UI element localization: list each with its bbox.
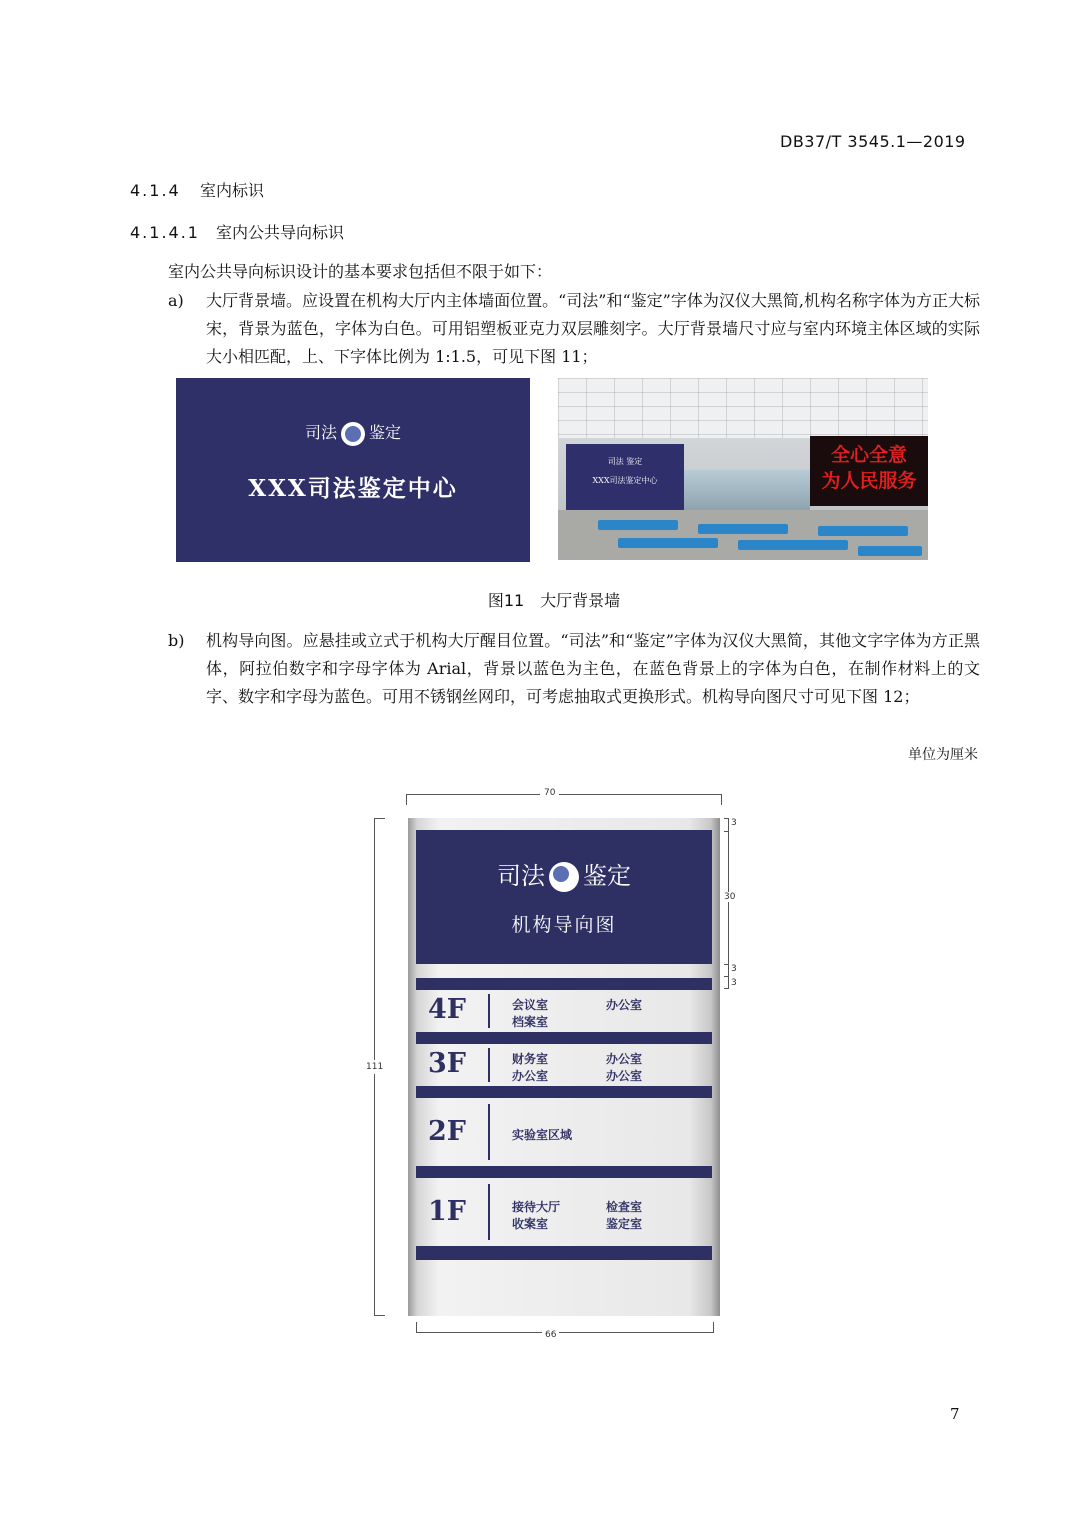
- sign-band: [416, 1086, 712, 1098]
- emblem-icon: [341, 422, 365, 446]
- floor-label: 2F: [428, 1116, 466, 1147]
- backdrop-slogan: [176, 420, 530, 446]
- backdrop-word-right: 鉴定: [369, 423, 402, 442]
- dim-top: [406, 794, 722, 805]
- led-board: [810, 436, 928, 506]
- room-name: 收案室: [512, 1217, 549, 1231]
- sign-word-right: 鉴定: [583, 862, 631, 890]
- list-text: 大厅背景墙。应设置在机构大厅内主体墙面位置。“司法”和“鉴定”字体为汉仪大黑简,机构名称字体为方正大标宋，背景为蓝色，字体为白色。可用铝塑板亚克力双层雕刻字。大厅背景墙尺寸应与室内环境主体区域的实际大小相匹配，上、下字体比例为 1:1.5，可见下图 11；: [206, 291, 980, 366]
- intro-paragraph: 室内公共导向标识设计的基本要求包括但不限于如下：: [168, 262, 553, 281]
- hall-backdrop-image: [176, 378, 530, 562]
- document-number: DB37/T 3545.1—2019: [780, 132, 966, 151]
- room-name: 接待大厅: [512, 1200, 561, 1214]
- room-name: 实验室区域: [512, 1128, 573, 1142]
- section-title: 室内标识: [200, 181, 265, 200]
- directory-sign: [408, 818, 720, 1316]
- floor-divider: [488, 994, 490, 1028]
- dim-right-4-label: 3: [731, 978, 737, 988]
- floor-divider: [488, 1048, 490, 1082]
- sign-band: [416, 1032, 712, 1044]
- photo-backdrop-name: XXX司法鉴定中心: [592, 476, 658, 485]
- led-line-2: 为人民服务: [821, 470, 917, 492]
- seat-row: [738, 540, 848, 550]
- room-name: 会议室: [512, 998, 549, 1012]
- list-item-a: [168, 287, 980, 371]
- seat-row: [598, 520, 678, 530]
- dim-top-label: 70: [540, 788, 559, 798]
- sign-band: [416, 978, 712, 990]
- unit-note: 单位为厘米: [908, 747, 978, 763]
- floor-row-1f: [416, 1178, 712, 1246]
- photo-backdrop: [566, 444, 684, 514]
- list-marker: b): [168, 631, 185, 650]
- floor-row-2f: [416, 1098, 712, 1166]
- floor-label: 1F: [428, 1196, 466, 1227]
- subsection-number: 4.1.4.1: [130, 223, 200, 242]
- section-number: 4.1.4: [130, 181, 181, 200]
- floor-divider: [488, 1184, 490, 1240]
- figure-11-caption: 图11 大厅背景墙: [487, 591, 621, 610]
- floor-label: 4F: [428, 994, 466, 1025]
- room-name: 检查室: [606, 1200, 643, 1214]
- room-name: 档案室: [512, 1015, 549, 1029]
- led-line-1: 全心全意: [830, 444, 907, 466]
- sign-subtitle: 机构导向图: [511, 914, 617, 936]
- subsection-title: 室内公共导向标识: [216, 223, 345, 242]
- room-name: 办公室: [606, 1069, 643, 1083]
- emblem-icon: [549, 862, 579, 892]
- page-number: 7: [950, 1405, 960, 1423]
- dim-right-2-label: 30: [724, 892, 736, 902]
- dim-height-label: 111: [366, 1062, 384, 1072]
- photo-backdrop-slogan: 司法 鉴定: [607, 457, 643, 466]
- seat-row: [618, 538, 718, 548]
- sign-header: [416, 830, 712, 964]
- list-text: 机构导向图。应悬挂或立式于机构大厅醒目位置。“司法”和“鉴定”字体为汉仪大黑简，其他文字字体为方正黑体，阿拉伯数字和字母字体为 Arial，背景以蓝色为主色，在蓝色背景上的字体为白色，在制作材料上的文字、数字和字母为蓝色。可用不锈钢丝网印，可考虑抽取式更换形式。机构导向图尺寸可见下图 12；: [206, 631, 980, 706]
- ceiling: [558, 378, 928, 438]
- room-name: 鉴定室: [606, 1217, 643, 1231]
- sign-band: [416, 1166, 712, 1178]
- list-marker: a): [168, 291, 184, 310]
- dim-right-4: [724, 976, 729, 989]
- dim-bottom-label: 66: [542, 1330, 559, 1340]
- subsection-heading: [130, 220, 344, 243]
- dim-right-1-label: 3: [731, 818, 737, 828]
- section-heading: [130, 178, 264, 201]
- seat-row: [858, 546, 922, 556]
- backdrop-org-name: XXX司法鉴定中心: [248, 475, 458, 502]
- room-name: 办公室: [512, 1069, 549, 1083]
- seat-row: [698, 524, 788, 534]
- hall-photo: [558, 378, 928, 560]
- sign-band: [416, 1246, 712, 1260]
- sign-word-left: 司法: [497, 862, 545, 890]
- room-name: 财务室: [512, 1052, 549, 1066]
- floor-divider: [488, 1104, 490, 1160]
- dim-bottom: [416, 1322, 714, 1333]
- backdrop-word-left: 司法: [304, 423, 337, 442]
- floor-label: 3F: [428, 1048, 466, 1079]
- dim-right-3-label: 3: [731, 964, 737, 974]
- seat-row: [818, 526, 908, 536]
- room-name: 办公室: [606, 998, 643, 1012]
- floor-row-3f: [416, 1044, 712, 1086]
- service-counter: [684, 470, 810, 510]
- list-item-b: [168, 627, 980, 711]
- room-name: 办公室: [606, 1052, 643, 1066]
- floor-row-4f: [416, 990, 712, 1032]
- sign-slogan: [416, 856, 712, 892]
